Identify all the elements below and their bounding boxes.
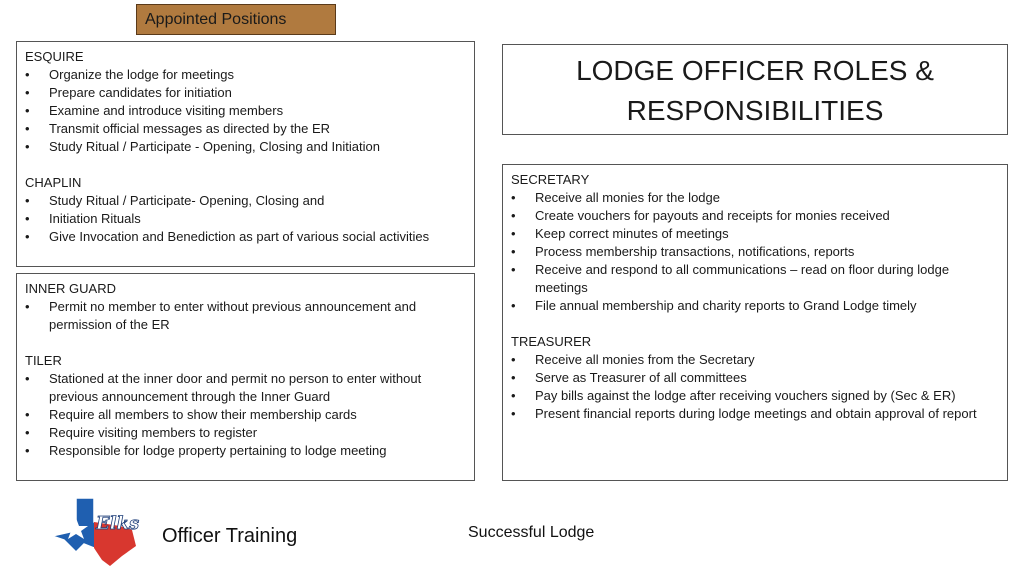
list-item: • Receive all monies from the Secretary <box>511 351 999 369</box>
esquire-title: ESQUIRE <box>25 49 84 64</box>
list-item: • Receive and respond to all communications – read on floor during lodge meetings <box>511 261 999 297</box>
list-item: • Keep correct minutes of meetings <box>511 225 999 243</box>
officer-training-label: Officer Training <box>162 525 298 547</box>
secretary-title: SECRETARY <box>511 172 590 187</box>
esquire-list <box>25 66 466 156</box>
list-item: • Process membership transactions, notifications, reports <box>511 243 999 261</box>
guard-tiler-box <box>16 273 475 481</box>
list-item: • Study Ritual / Participate - Opening, Closing and Initiation <box>25 138 466 156</box>
page-title <box>502 44 1008 135</box>
treasurer-title: TREASURER <box>511 334 592 349</box>
list-item: • Require visiting members to register <box>25 424 466 442</box>
list-item: • Require all members to show their membership cards <box>25 406 466 424</box>
treasurer-list <box>511 351 999 423</box>
chaplin-list <box>25 192 466 246</box>
list-item: • Receive all monies for the lodge <box>511 189 999 207</box>
list-item: • Give Invocation and Benediction as part of various social activities <box>25 228 466 246</box>
list-item: • Study Ritual / Participate- Opening, Closing and <box>25 192 466 210</box>
list-item: • Permit no member to enter without previous announcement and permission of the ER <box>25 298 466 334</box>
list-item: • Stationed at the inner door and permit no person to enter without previous announcement through the Inner Guard <box>25 370 466 406</box>
list-item: • Pay bills against the lodge after receiving vouchers signed by (Sec & ER) <box>511 387 999 405</box>
texas-elks-logo-icon <box>50 496 150 568</box>
list-item: • Prepare candidates for initiation <box>25 84 466 102</box>
logo-text: Elks <box>96 513 140 534</box>
list-item: • File annual membership and charity reports to Grand Lodge timely <box>511 297 999 315</box>
list-item: • Organize the lodge for meetings <box>25 66 466 84</box>
successful-lodge-label: Successful Lodge <box>468 524 595 541</box>
appointed-positions-tag: Appointed Positions <box>136 4 336 35</box>
esquire-chaplin-box <box>16 41 475 267</box>
list-item: • Create vouchers for payouts and receipts for monies received <box>511 207 999 225</box>
tiler-list <box>25 370 466 460</box>
tiler-title: TILER <box>25 353 62 368</box>
inner-guard-list <box>25 298 466 334</box>
chaplin-title: CHAPLIN <box>25 175 82 190</box>
inner-guard-title: INNER GUARD <box>25 281 117 296</box>
list-item: • Initiation Rituals <box>25 210 466 228</box>
page-title-line-1: LODGE OFFICER ROLES & <box>576 55 934 86</box>
secretary-treasurer-box <box>502 164 1008 481</box>
list-item: • Examine and introduce visiting members <box>25 102 466 120</box>
list-item: • Serve as Treasurer of all committees <box>511 369 999 387</box>
page-title-line-2: RESPONSIBILITIES <box>626 95 884 126</box>
list-item: • Present financial reports during lodge meetings and obtain approval of report <box>511 405 999 423</box>
secretary-list <box>511 189 999 315</box>
list-item: • Transmit official messages as directed by the ER <box>25 120 466 138</box>
list-item: • Responsible for lodge property pertaining to lodge meeting <box>25 442 466 460</box>
